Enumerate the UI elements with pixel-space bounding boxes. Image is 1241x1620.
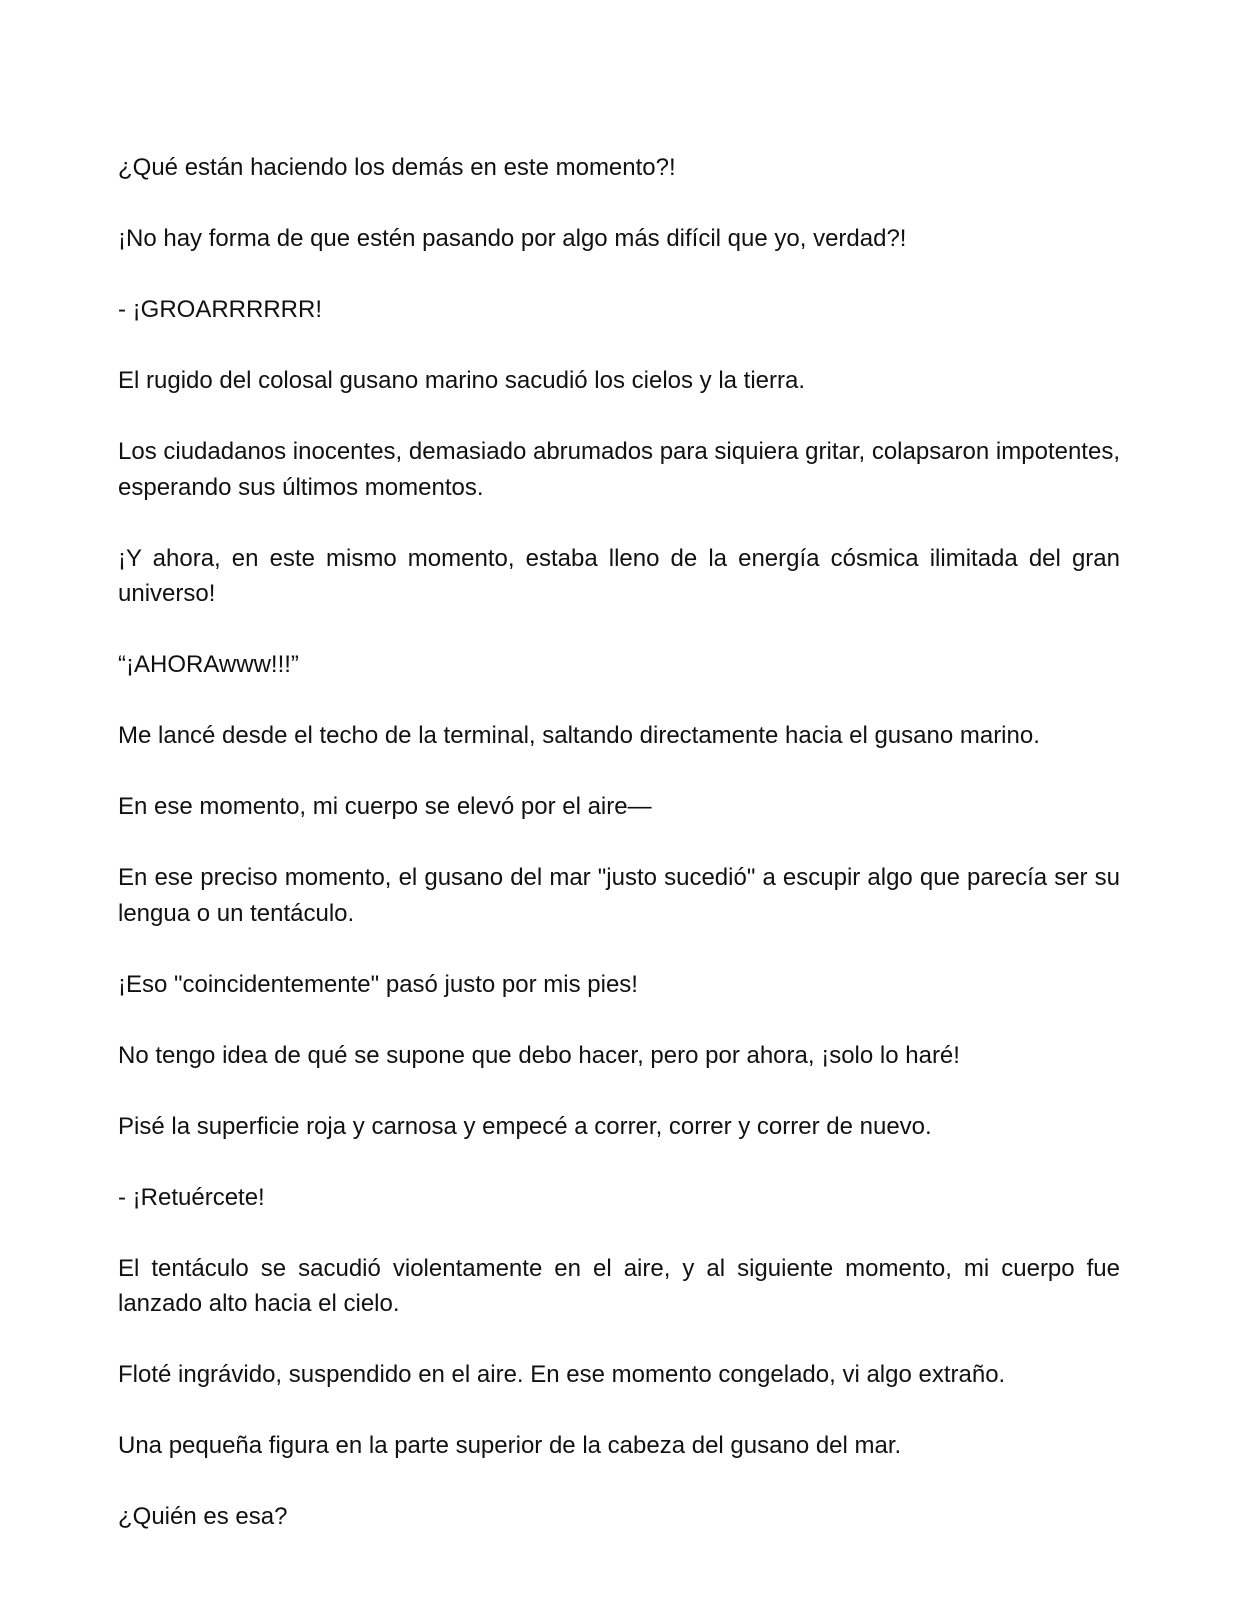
- paragraph-11: ¡Eso "coincidentemente" pasó justo por mis pies!: [118, 970, 638, 998]
- paragraph-6: ¡Y ahora, en este mismo momento, estaba lleno de la energía cósmica ilimitada del gran universo!: [118, 544, 1120, 607]
- paragraph-13: Pisé la superficie roja y carnosa y empecé a correr, correr y correr de nuevo.: [118, 1112, 932, 1140]
- paragraph-12: No tengo idea de qué se supone que debo hacer, pero por ahora, ¡solo lo haré!: [118, 1041, 960, 1069]
- paragraph-17: Una pequeña figura en la parte superior de la cabeza del gusano del mar.: [118, 1432, 902, 1459]
- paragraph-10: En ese preciso momento, el gusano del mar "justo sucedió" a escupir algo que parecía ser su lengua o un tentáculo.: [118, 864, 1120, 927]
- paragraph-2: ¡No hay forma de que estén pasando por algo más difícil que yo, verdad?!: [118, 225, 907, 252]
- paragraph-5: Los ciudadanos inocentes, demasiado abrumados para siquiera gritar, colapsaron impotentes, esperando sus últimos momentos.: [118, 438, 1120, 501]
- paragraph-7: “¡AHORAwww!!!”: [118, 651, 299, 678]
- paragraph-18: ¿Quién es esa?: [118, 1503, 288, 1530]
- paragraph-9: En ese momento, mi cuerpo se elevó por el aire—: [118, 793, 652, 820]
- paragraph-1: ¿Qué están haciendo los demás en este momento?!: [118, 154, 676, 181]
- paragraph-4: El rugido del colosal gusano marino sacudió los cielos y la tierra.: [118, 367, 806, 394]
- paragraph-3: - ¡GROARRRRRR!: [118, 296, 322, 323]
- paragraph-16: Floté ingrávido, suspendido en el aire. En ese momento congelado, vi algo extraño.: [118, 1361, 1006, 1388]
- document-page: [118, 150, 1120, 1535]
- paragraph-14: - ¡Retuércete!: [118, 1183, 265, 1211]
- paragraph-8: Me lancé desde el techo de la terminal, saltando directamente hacia el gusano marino.: [118, 722, 1040, 749]
- paragraph-15: El tentáculo se sacudió violentamente en el aire, y al siguiente momento, mi cuerpo fue lanzado alto hacia el cielo.: [118, 1254, 1120, 1317]
